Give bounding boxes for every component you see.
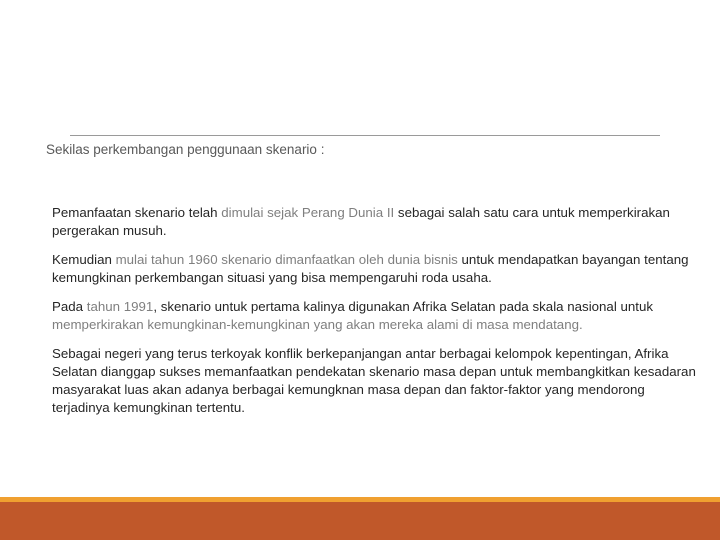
paragraph <box>52 251 702 286</box>
paragraph-text: , skenario untuk pertama kalinya digunakan Afrika Selatan pada skala nasional untuk <box>153 299 654 314</box>
paragraph-text: Sebagai negeri yang terus terkoyak konflik berkepanjangan antar berbagai kelompok kepentingan, Afrika Selatan dianggap sukses memanfaatkan pendekatan skenario masa depan untuk membangkitkan kesadaran masyarakat luas akan adanya berbagai kemungknan masa depan dan faktor-faktor yang mendorong terjadinya kemungkinan tertentu. <box>52 346 696 415</box>
slide-body <box>52 204 702 429</box>
paragraph <box>52 298 702 333</box>
footer-bar <box>0 502 720 540</box>
paragraph-text: untuk mendapatkan bayangan tentang kemungkinan perkembangan situasi yang bisa mempengaruhi roda usaha. <box>52 252 689 285</box>
highlighted-text: mulai tahun 1960 skenario dimanfaatkan oleh dunia bisnis <box>115 252 458 267</box>
paragraph-text: Pada <box>52 299 87 314</box>
slide-heading: Sekilas perkembangan penggunaan skenario : <box>46 142 325 157</box>
title-divider <box>70 135 660 136</box>
paragraph-text: Kemudian <box>52 252 116 267</box>
highlighted-text: tahun 1991 <box>86 299 154 314</box>
highlighted-text: memperkirakan kemungkinan-kemungkinan yang akan mereka alami di masa mendatang. <box>52 316 583 332</box>
paragraph-text: sebagai salah satu cara untuk memperkirakan pergerakan musuh. <box>52 205 670 238</box>
highlighted-text: dimulai sejak Perang Dunia II <box>221 205 395 220</box>
paragraph-text: Pemanfaatan skenario telah <box>52 205 222 220</box>
paragraph <box>52 204 702 239</box>
paragraph <box>52 345 702 417</box>
